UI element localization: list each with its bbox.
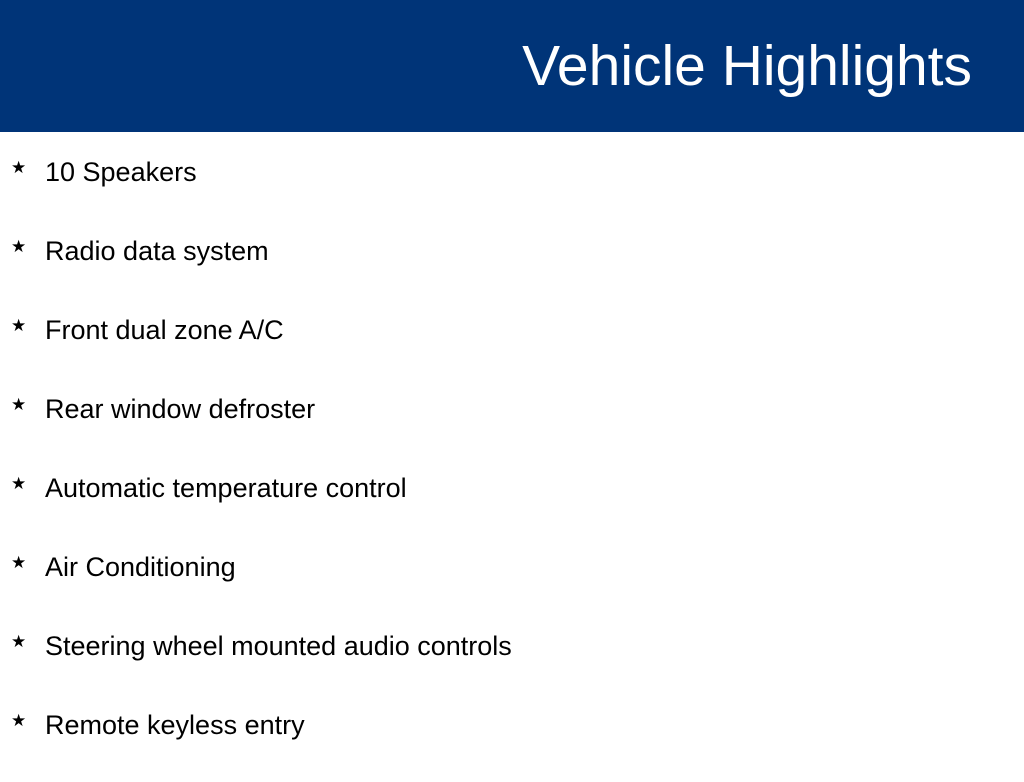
star-icon: ★: [11, 395, 27, 414]
list-item: [0, 387, 1024, 466]
star-icon: ★: [11, 158, 27, 177]
star-icon: ★: [11, 237, 27, 256]
highlight-label: Steering wheel mounted audio controls: [45, 631, 512, 661]
list-item: [0, 545, 1024, 624]
highlight-label: Radio data system: [45, 236, 269, 266]
highlight-label: Remote keyless entry: [45, 710, 305, 740]
highlight-label: 10 Speakers: [45, 157, 197, 187]
highlight-label: Rear window defroster: [45, 394, 316, 424]
star-icon: ★: [11, 316, 27, 335]
star-icon: ★: [11, 474, 27, 493]
list-item: [0, 624, 1024, 703]
list-item: [0, 229, 1024, 308]
highlight-label: Air Conditioning: [45, 552, 236, 582]
highlight-label: Front dual zone A/C: [45, 315, 284, 345]
list-item: [0, 703, 1024, 782]
list-item: [0, 150, 1024, 229]
vehicle-highlights-list: [0, 150, 1024, 782]
star-icon: ★: [11, 632, 27, 651]
list-item: [0, 466, 1024, 545]
star-icon: ★: [11, 711, 27, 730]
title-banner: [0, 0, 1024, 132]
star-icon: ★: [11, 553, 27, 572]
list-item: [0, 308, 1024, 387]
page-title: Vehicle Highlights: [522, 34, 972, 98]
highlight-label: Automatic temperature control: [45, 473, 407, 503]
